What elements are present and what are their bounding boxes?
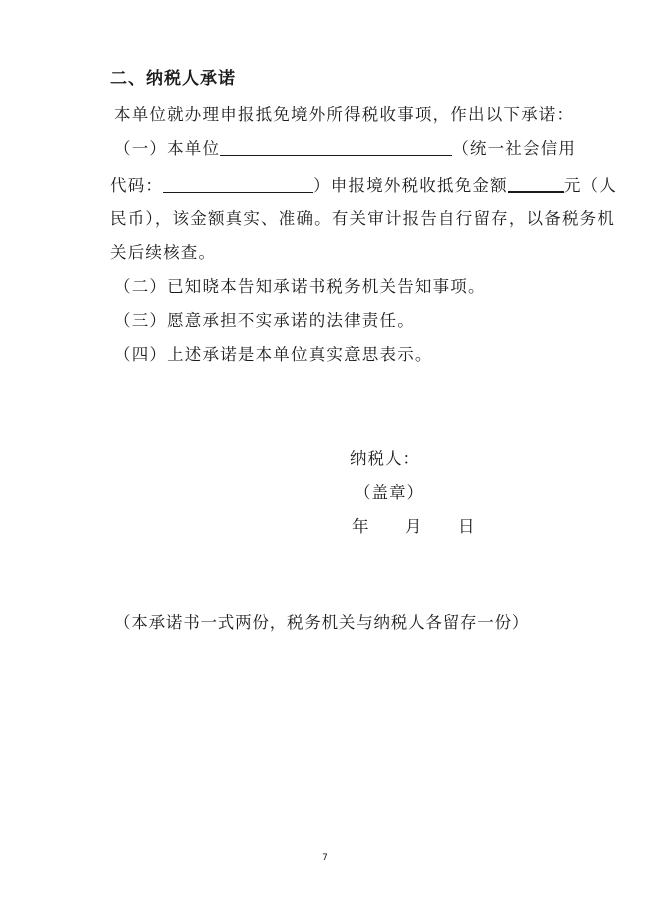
commitment-item-1-line-4: 关后续核查。 [110, 243, 217, 262]
commitment-item-1-line-2 [110, 174, 617, 197]
credit-code-label: 代码： [110, 176, 164, 195]
seal-label: （盖章） [354, 483, 424, 502]
credit-amount-label: ）申报境外税收抵免金额 [313, 176, 508, 195]
item1-prefix: （一）本单位 [114, 139, 221, 158]
year-label: 年 [352, 517, 370, 536]
credit-code-blank [163, 175, 313, 193]
commitment-item-4: （四）上述承诺是本单位真实意思表示。 [114, 345, 433, 364]
section-heading: 二、纳税人承诺 [110, 69, 236, 89]
commitment-item-1-line-3: 民币），该金额真实、准确。有关审计报告自行留存，以备税务机 [110, 209, 616, 228]
commitment-item-1-line-1 [114, 138, 594, 160]
page-number: 7 [322, 853, 328, 863]
month-label: 月 [405, 517, 423, 536]
commitment-item-2: （二）已知晓本告知承诺书税务机关告知事项。 [114, 277, 486, 296]
copies-note: （本承诺书一式两份，税务机关与纳税人各留存一份） [114, 613, 530, 632]
currency-label: 元（人 [563, 176, 617, 195]
unit-name-blank [220, 138, 452, 156]
intro-paragraph: 本单位就办理申报抵免境外所得税收事项，作出以下承诺： [114, 105, 575, 124]
item1-credit-code-label: （统一社会信用 [452, 139, 577, 158]
day-label: 日 [458, 517, 476, 536]
credit-amount-blank [508, 174, 564, 193]
taxpayer-label: 纳税人： [350, 449, 420, 468]
commitment-item-3: （三）愿意承担不实承诺的法律责任。 [114, 311, 415, 330]
